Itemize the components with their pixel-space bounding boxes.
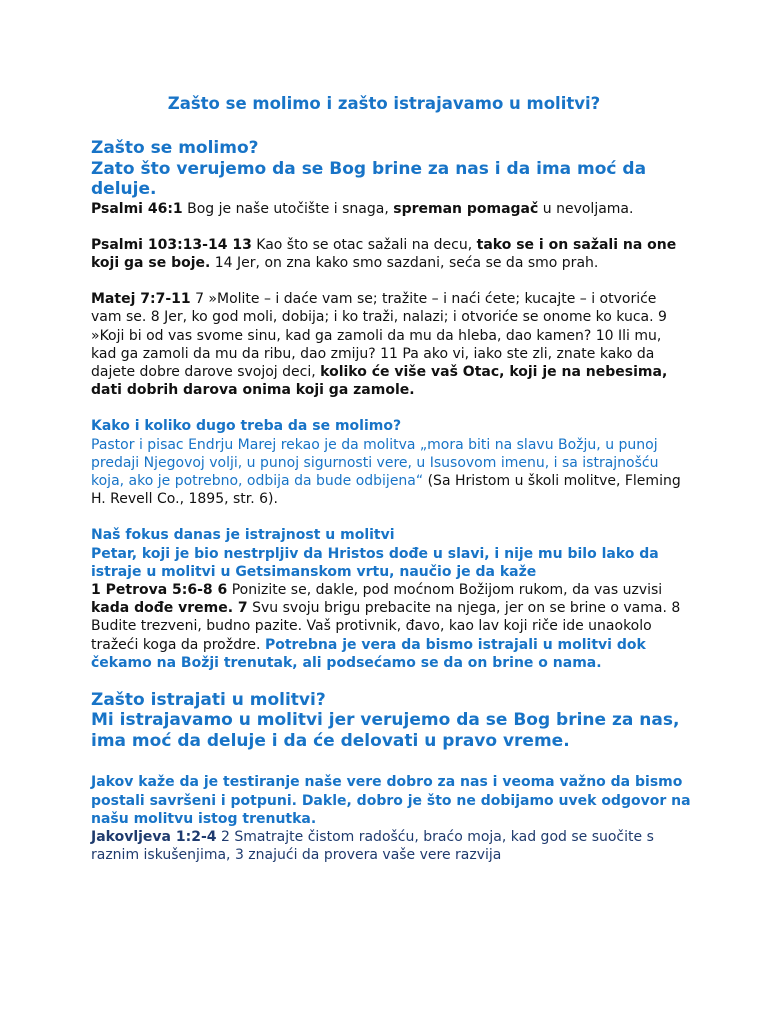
peter-paragraph: 1 Petrova 5:6-8 6 Ponizite se, dakle, pod moćnom Božijom rukom, da vas uzvisi kada dođe vreme. 7 Svu svoju brigu prebacite na njega, jer on se brine o vama. 8 Budite trezveni, budno pazite. Vaš protivnik, đavo, kao lav koji riče ide unaokolo tražeći koga da proždre. Potrebna je vera da bismo istrajali u molitvi dok čekamo na Božji trenutak, ali podsećamo se da on brine o nama.	[91, 581, 681, 671]
section1-answer: Zato što verujemo da se Bog brine za nas i da ima moć da deluje.	[91, 158, 647, 199]
james-paragraph: Jakovljeva 1:2-4 2 Smatrajte čistom radošću, braćo moja, kad god se suočite s raznim iskušenjima, 3 znajući da provera vaše vere razvija	[91, 829, 654, 864]
psalm-46-reference: Psalmi 46:1	[91, 200, 183, 217]
document-content	[91, 88, 691, 864]
section3-subheading: Petar, koji je bio nestrpljiv da Hristos dođe u slavi, i nije mu bilo lako da istraje u molitvi u Getsimanskom vrtu, naučio je da kaže	[91, 545, 659, 580]
murray-quote: Pastor i pisac Endrju Marej rekao je da molitva „mora biti na slavu Božju, u punoj predaji Njegovoj volji, u punoj sigurnosti vere, u Isusovom imenu, i sa istrajnošću koja, ako je potrebno, odbija da bude odbijena“	[91, 436, 659, 489]
psalm-103-paragraph: Psalmi 103:13-14 13 Kao što se otac sažali na decu, tako se i on sažali na one koji ga se boje. 14 Jer, on zna kako smo sazdani, seća se da smo prah.	[91, 236, 677, 271]
section4-question: Zašto istrajati u molitvi?	[91, 689, 326, 710]
section4-answer: Mi istrajavamo u molitvi jer verujemo da se Bog brine za nas, ima moć da deluje i da će delovati u pravo vreme.	[91, 710, 680, 751]
james-reference: Jakovljeva 1:2-4	[91, 829, 217, 846]
section2-heading: Kako i koliko dugo treba da se molimo?	[91, 418, 402, 435]
section5-heading: Jakov kaže da je testiranje naše vere dobro za nas i veoma važno da bismo postali savršeni i potpuni. Dakle, dobro je što ne dobijamo uvek odgovor na našu molitvu istog trenutka.	[91, 774, 691, 827]
murray-quote-paragraph: Pastor i pisac Endrju Marej rekao je da molitva „mora biti na slavu Božju, u punoj predaji Njegovoj volji, u punoj sigurnosti vere, u Isusovom imenu, i sa istrajnošću koja, ako je potrebno, odbija da bude odbijena“ (Sa Hristom u školi molitve, Fleming H. Revell Co., 1895, str. 6).	[91, 436, 681, 508]
psalm-46-paragraph: Psalmi 46:1 Bog je naše utočište i snaga, spreman pomagač u nevoljama.	[91, 200, 634, 217]
peter-reference: 1 Petrova 5:6-8 6	[91, 581, 228, 598]
psalm-103-reference: Psalmi 103:13-14 13	[91, 236, 252, 253]
matthew-paragraph: Matej 7:7-11 7 »Molite – i daće vam se; tražite – i naći ćete; kucajte – i otvoriće vam se. 8 Jer, ko god moli, dobija; i ko traži, nalazi; i otvoriće se onome ko kuca. 9 »Koji bi od vas svome sinu, kad ga zamoli da mu da hleba, dao kamen? 10 Ili mu, kad ga zamoli da mu da ribu, dao zmiju? 11 Pa ako vi, iako ste zli, znate kako da dajete dobre darove svojoj deci, koliko će više vaš Otac, koji je na nebesima, dati dobrih darova onima koji ga zamole.	[91, 291, 668, 399]
section1-question: Zašto se molimo?	[91, 138, 259, 158]
peter-emphasis: Potrebna je vera da bismo istrajali u molitvi dok čekamo na Božji trenutak, ali podsećamo se da on brine o nama.	[91, 636, 646, 671]
page-title: Zašto se molimo i zašto istrajavamo u molitvi?	[167, 94, 601, 113]
matthew-reference: Matej 7:7-11	[91, 291, 191, 308]
section3-heading: Naš fokus danas je istrajnost u molitvi	[91, 527, 395, 544]
